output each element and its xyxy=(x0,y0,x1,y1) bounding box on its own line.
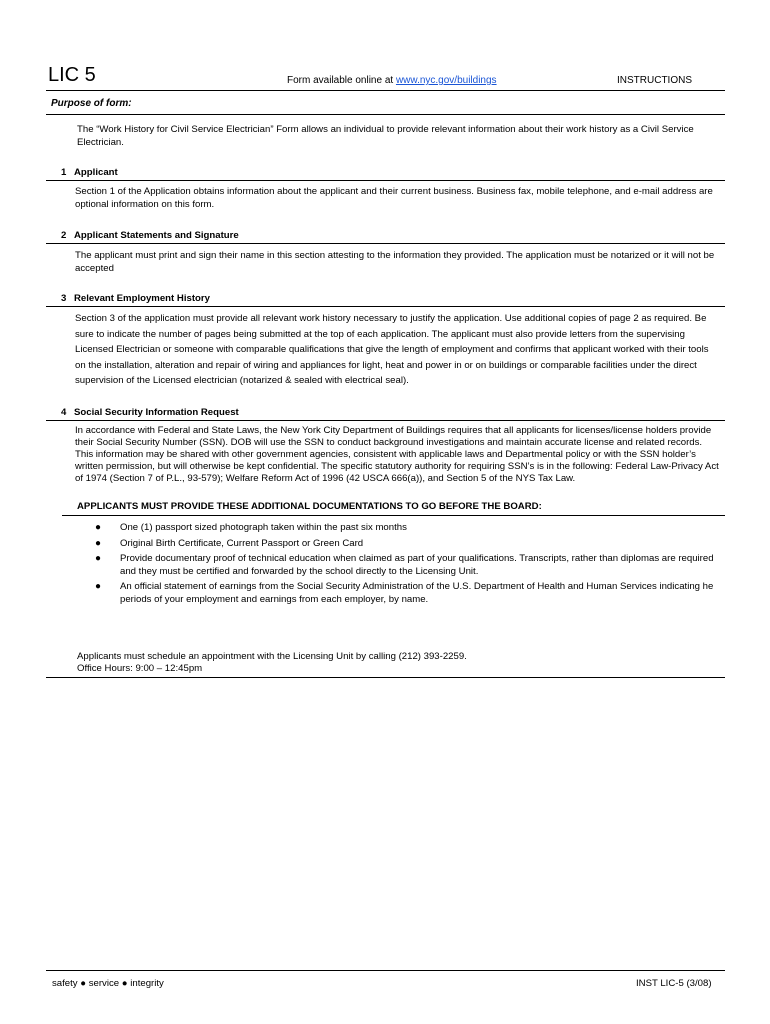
section-number: 2 xyxy=(61,230,67,241)
document-type: INSTRUCTIONS xyxy=(617,75,692,86)
section-title: Applicant xyxy=(74,167,118,178)
online-availability xyxy=(287,75,497,86)
section-3-rule xyxy=(46,306,725,307)
purpose-label: Purpose of form: xyxy=(51,98,132,109)
bullet-icon: ● xyxy=(95,522,102,533)
office-hours: Office Hours: 9:00 – 12:45pm xyxy=(77,663,203,674)
additional-docs-heading: APPLICANTS MUST PROVIDE THESE ADDITIONAL DOCUMENTATIONS TO GO BEFORE THE BOARD: xyxy=(77,501,542,512)
section-1-rule xyxy=(46,180,725,181)
section-title: Social Security Information Request xyxy=(74,407,239,418)
section-3-text: Section 3 of the application must provide all relevant work history necessary to justify the application. Use additional copies of page 2 as required. Be sure to indicate the number of pages being submitted at the top of each application. The applicant must also provide letters from the supervising Licensed Electrician or someone with comparable qualifications that give the length of employment and confirms that applicant worked with their tools on the installation, alteration and repair of wiring and appliances for light, heat and power in or on buildings or comparable facilities under the direct supervision of the Licensed electrician (notarized & sealed with electrical seal). xyxy=(75,313,709,386)
additional-docs-rule xyxy=(62,515,725,516)
section-2-rule xyxy=(46,243,725,244)
form-id: LIC 5 xyxy=(48,64,96,86)
bullet-icon: ● xyxy=(95,537,102,549)
list-item xyxy=(95,581,725,606)
section-1-text: Section 1 of the Application obtains information about the applicant and their current business. Business fax, mobile telephone, and e-mail address are optional information on this form. xyxy=(75,186,713,210)
section-number: 3 xyxy=(61,293,67,304)
list-item xyxy=(95,553,725,578)
purpose-rule xyxy=(46,114,725,115)
section-title: Applicant Statements and Signature xyxy=(74,230,239,241)
buildings-website-link[interactable]: www.nyc.gov/buildings xyxy=(395,75,497,86)
additional-docs-list xyxy=(95,522,725,609)
appointment-rule xyxy=(46,677,725,678)
list-item-text: An official statement of earnings from the Social Security Administration of the U.S. Department of Health and Human Services indicating he periods of your employment and earnings from each employer, by name. xyxy=(120,581,714,605)
bullet-icon: ● xyxy=(95,581,102,592)
footer-motto: safety ● service ● integrity xyxy=(52,978,164,989)
footer-form-code: INST LIC-5 (3/08) xyxy=(636,978,712,989)
section-4-text: In accordance with Federal and State Laws, the New York City Department of Buildings requires that all applicants for licenses/license holders provide their Social Security Number (SSN). DOB will use the SSN to conduct background investigations and maintain accurate license and related records. This information may be shared with other government agencies, consistent with applicable laws and Departmental policy or with the SSN holder’s written permission, but will otherwise be kept confidential. The specific statutory authority for requiring SSN’s is in the following: Federal Law-Privacy Act of 1974 (Section 7 of P.L., 93-579); Welfare Reform Act of 1996 (42 USCA 666(a)), and Section 5 of the NYS Tax Law. xyxy=(75,425,719,484)
online-prefix: Form available online at xyxy=(287,75,396,86)
section-2-text: The applicant must print and sign their name in this section attesting to the information they provided. The application must be notarized or it will not be accepted xyxy=(75,250,715,274)
list-item-text: Original Birth Certificate, Current Passport or Green Card xyxy=(120,537,364,549)
list-item-text: One (1) passport sized photograph taken within the past six months xyxy=(120,522,407,533)
appointment-line: Applicants must schedule an appointment with the Licensing Unit by calling (212) 393-2259. xyxy=(77,651,467,662)
bullet-icon: ● xyxy=(95,553,102,564)
section-number: 1 xyxy=(61,167,67,178)
header-rule xyxy=(46,90,725,91)
list-item xyxy=(95,522,725,535)
list-item xyxy=(95,538,725,551)
list-item-text: Provide documentary proof of technical education when claimed as part of your qualifications. Transcripts, rather than diplomas are required and they must be certified and forwarded by the school directly to the Licensing Unit. xyxy=(120,553,714,577)
footer-rule xyxy=(46,970,725,971)
section-4-rule xyxy=(46,420,725,421)
section-number: 4 xyxy=(61,407,67,418)
purpose-text: The “Work History for Civil Service Electrician” Form allows an individual to provide relevant information about their work history as a Civil Service Electrician. xyxy=(77,124,694,148)
section-title: Relevant Employment History xyxy=(74,293,210,304)
